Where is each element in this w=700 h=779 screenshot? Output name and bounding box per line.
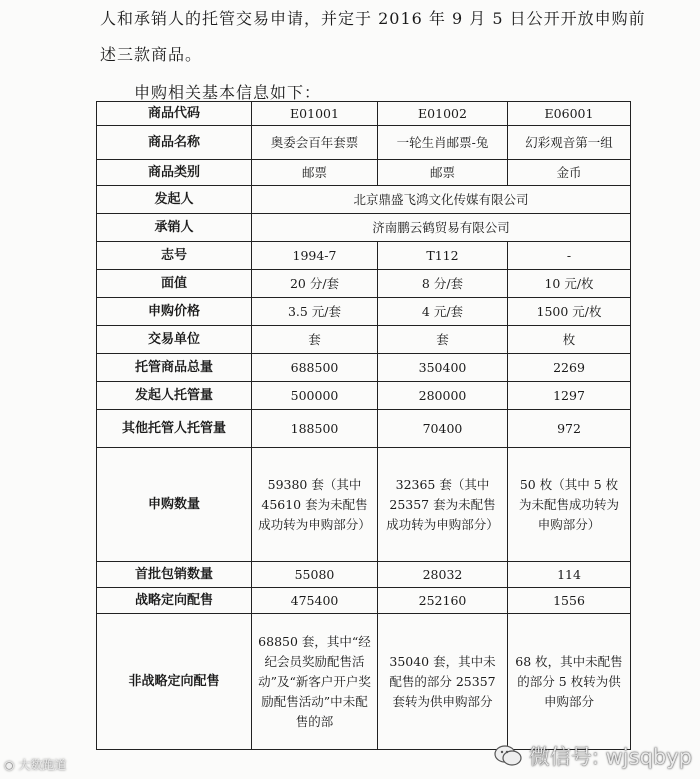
table-cell: E01002 [378,102,508,126]
table-cell: 59380 套（其中 45610 套为未配售成功转为申购部分） [252,448,378,562]
table-cell: 1297 [508,382,631,410]
table-row [97,186,631,214]
table-cell: 一轮生肖邮票-兔 [378,126,508,160]
table-cell: 3.5 元/套 [252,298,378,326]
table-cell: 500000 [252,382,378,410]
table-row [97,326,631,354]
row-label: 非战略定向配售 [97,614,252,750]
row-label: 其他托管人托管量 [97,410,252,448]
row-label: 交易单位 [97,326,252,354]
table-cell: 972 [508,410,631,448]
table-cell: 35040 套，其中未配售的部分 25357 套转为供申购部分 [378,614,508,750]
row-label: 商品代码 [97,102,252,126]
table-row [97,160,631,186]
table-intro: 申购相关基本信息如下： [134,83,322,102]
table-row [97,448,631,562]
row-label: 发起人托管量 [97,382,252,410]
table-cell: 55080 [252,562,378,588]
table-row [97,354,631,382]
row-label: 申购价格 [97,298,252,326]
table-cell: E06001 [508,102,631,126]
table-row [97,614,631,750]
table-cell: 10 元/枚 [508,270,631,298]
row-label: 托管商品总量 [97,354,252,382]
table-cell: 70400 [378,410,508,448]
table-cell: 枚 [508,326,631,354]
row-label: 商品类别 [97,160,252,186]
table-cell: 2269 [508,354,631,382]
table-row [97,126,631,160]
table-row [97,588,631,614]
paragraph-line-1: 人和承销人的托管交易申请，并定于 2016 年 9 月 5 日公开开放申购前 [100,9,646,28]
table-row [97,382,631,410]
table-cell: 金币 [508,160,631,186]
table-row [97,270,631,298]
table-cell: 套 [252,326,378,354]
table-cell: - [508,242,631,270]
row-label: 面值 [97,270,252,298]
underwriter-cell: 济南鹏云鹤贸易有限公司 [252,214,631,242]
subscription-info-table [96,101,631,750]
table-cell: 邮票 [378,160,508,186]
table-cell: 28032 [378,562,508,588]
weibo-icon: ◉ [4,758,15,772]
wechat-id-text: 微信号: wjsqbyp [528,745,692,769]
table-row [97,562,631,588]
wechat-icon [493,743,523,769]
table-row [97,298,631,326]
table-cell: 20 分/套 [252,270,378,298]
table-cell: 68850 套，其中“经纪会员奖励配售活动”及“新客户开户奖励配售活动”中未配售的部 [252,614,378,750]
row-label: 承销人 [97,214,252,242]
table-row [97,214,631,242]
table-cell: 68 枚，其中未配售的部分 5 枚转为供申购部分 [508,614,631,750]
table-cell: 280000 [378,382,508,410]
table-row [97,102,631,126]
table-cell: 1500 元/枚 [508,298,631,326]
table-cell: 1994-7 [252,242,378,270]
wechat-watermark [493,741,692,771]
table-cell: 688500 [252,354,378,382]
table-cell: 50 枚（其中 5 枚为未配售成功转为申购部分） [508,448,631,562]
row-label: 申购数量 [97,448,252,562]
table-cell: 350400 [378,354,508,382]
row-label: 商品名称 [97,126,252,160]
row-label: 战略定向配售 [97,588,252,614]
table-cell: T112 [378,242,508,270]
table-cell: 188500 [252,410,378,448]
table-row [97,242,631,270]
table-row [97,410,631,448]
row-label: 首批包销数量 [97,562,252,588]
table-cell: 套 [378,326,508,354]
table-cell: 252160 [378,588,508,614]
table-cell: 32365 套（其中 25357 套为未配售成功转为申购部分） [378,448,508,562]
sponsor-cell: 北京鼎盛飞鸿文化传媒有限公司 [252,186,631,214]
logo-watermark [4,756,66,773]
paragraph-line-2: 述三款商品。 [100,45,203,64]
row-label: 志号 [97,242,252,270]
table-cell: 奥委会百年套票 [252,126,378,160]
table-cell: 幻彩观音第一组 [508,126,631,160]
table-cell: 1556 [508,588,631,614]
table-cell: 4 元/套 [378,298,508,326]
table-cell: 475400 [252,588,378,614]
table-cell: E01001 [252,102,378,126]
table-cell: 邮票 [252,160,378,186]
row-label: 发起人 [97,186,252,214]
table-cell: 114 [508,562,631,588]
table-cell: 8 分/套 [378,270,508,298]
logo-watermark-text: 大数跑道 [18,758,67,772]
